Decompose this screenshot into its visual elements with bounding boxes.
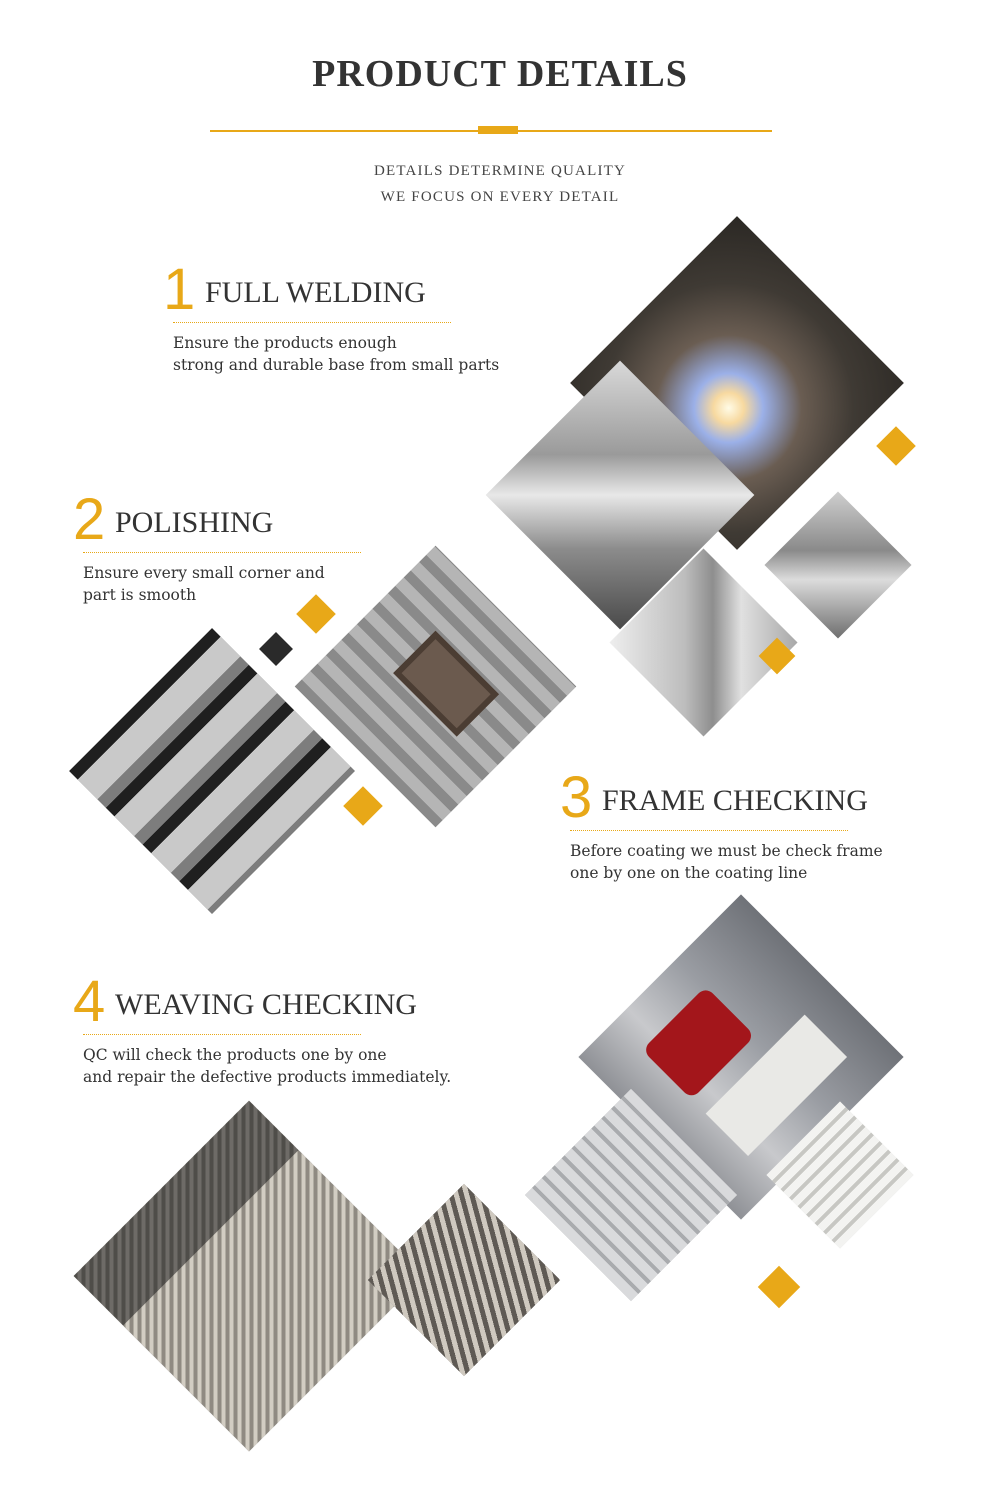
step-divider (173, 322, 451, 323)
decor-gold-square (758, 1266, 800, 1308)
step-number: 3 (560, 765, 593, 830)
step-title: FULL WELDING (205, 276, 426, 309)
decor-dark-square (259, 632, 293, 666)
step-description-line-1: Before coating we must be check frame (570, 842, 883, 860)
title-underline-accent (478, 126, 518, 134)
step-description-line-2: and repair the defective products immediately. (83, 1068, 452, 1086)
step-description (570, 840, 883, 884)
step-divider (83, 1034, 361, 1035)
step-number: 2 (73, 487, 106, 552)
step-number: 4 (73, 969, 106, 1034)
step-description (173, 332, 499, 376)
step-description (83, 562, 325, 606)
step-divider (570, 830, 848, 831)
decor-gold-square (343, 786, 383, 826)
step-number: 1 (163, 257, 196, 322)
welding-photo-corner (764, 491, 911, 638)
step-description-line-2: one by one on the coating line (570, 864, 808, 882)
step-title: WEAVING CHECKING (115, 988, 417, 1021)
step-description-line-2: strong and durable base from small parts (173, 356, 500, 374)
step-description (83, 1044, 451, 1088)
step-description-line-1: QC will check the products one by one (83, 1046, 387, 1064)
tagline-line-2: WE FOCUS ON EVERY DETAIL (380, 189, 620, 205)
decor-gold-square (876, 426, 916, 466)
step-title: FRAME CHECKING (602, 784, 868, 817)
step-description-line-1: Ensure every small corner and (83, 564, 325, 582)
weaving-photo-closeup (368, 1184, 560, 1376)
page-title: PRODUCT DETAILS (312, 53, 688, 95)
step-title: POLISHING (115, 506, 274, 539)
tagline-line-1: DETAILS DETERMINE QUALITY (373, 163, 627, 179)
step-description-line-1: Ensure the products enough (173, 334, 397, 352)
step-description-line-2: part is smooth (83, 586, 197, 604)
step-divider (83, 552, 361, 553)
